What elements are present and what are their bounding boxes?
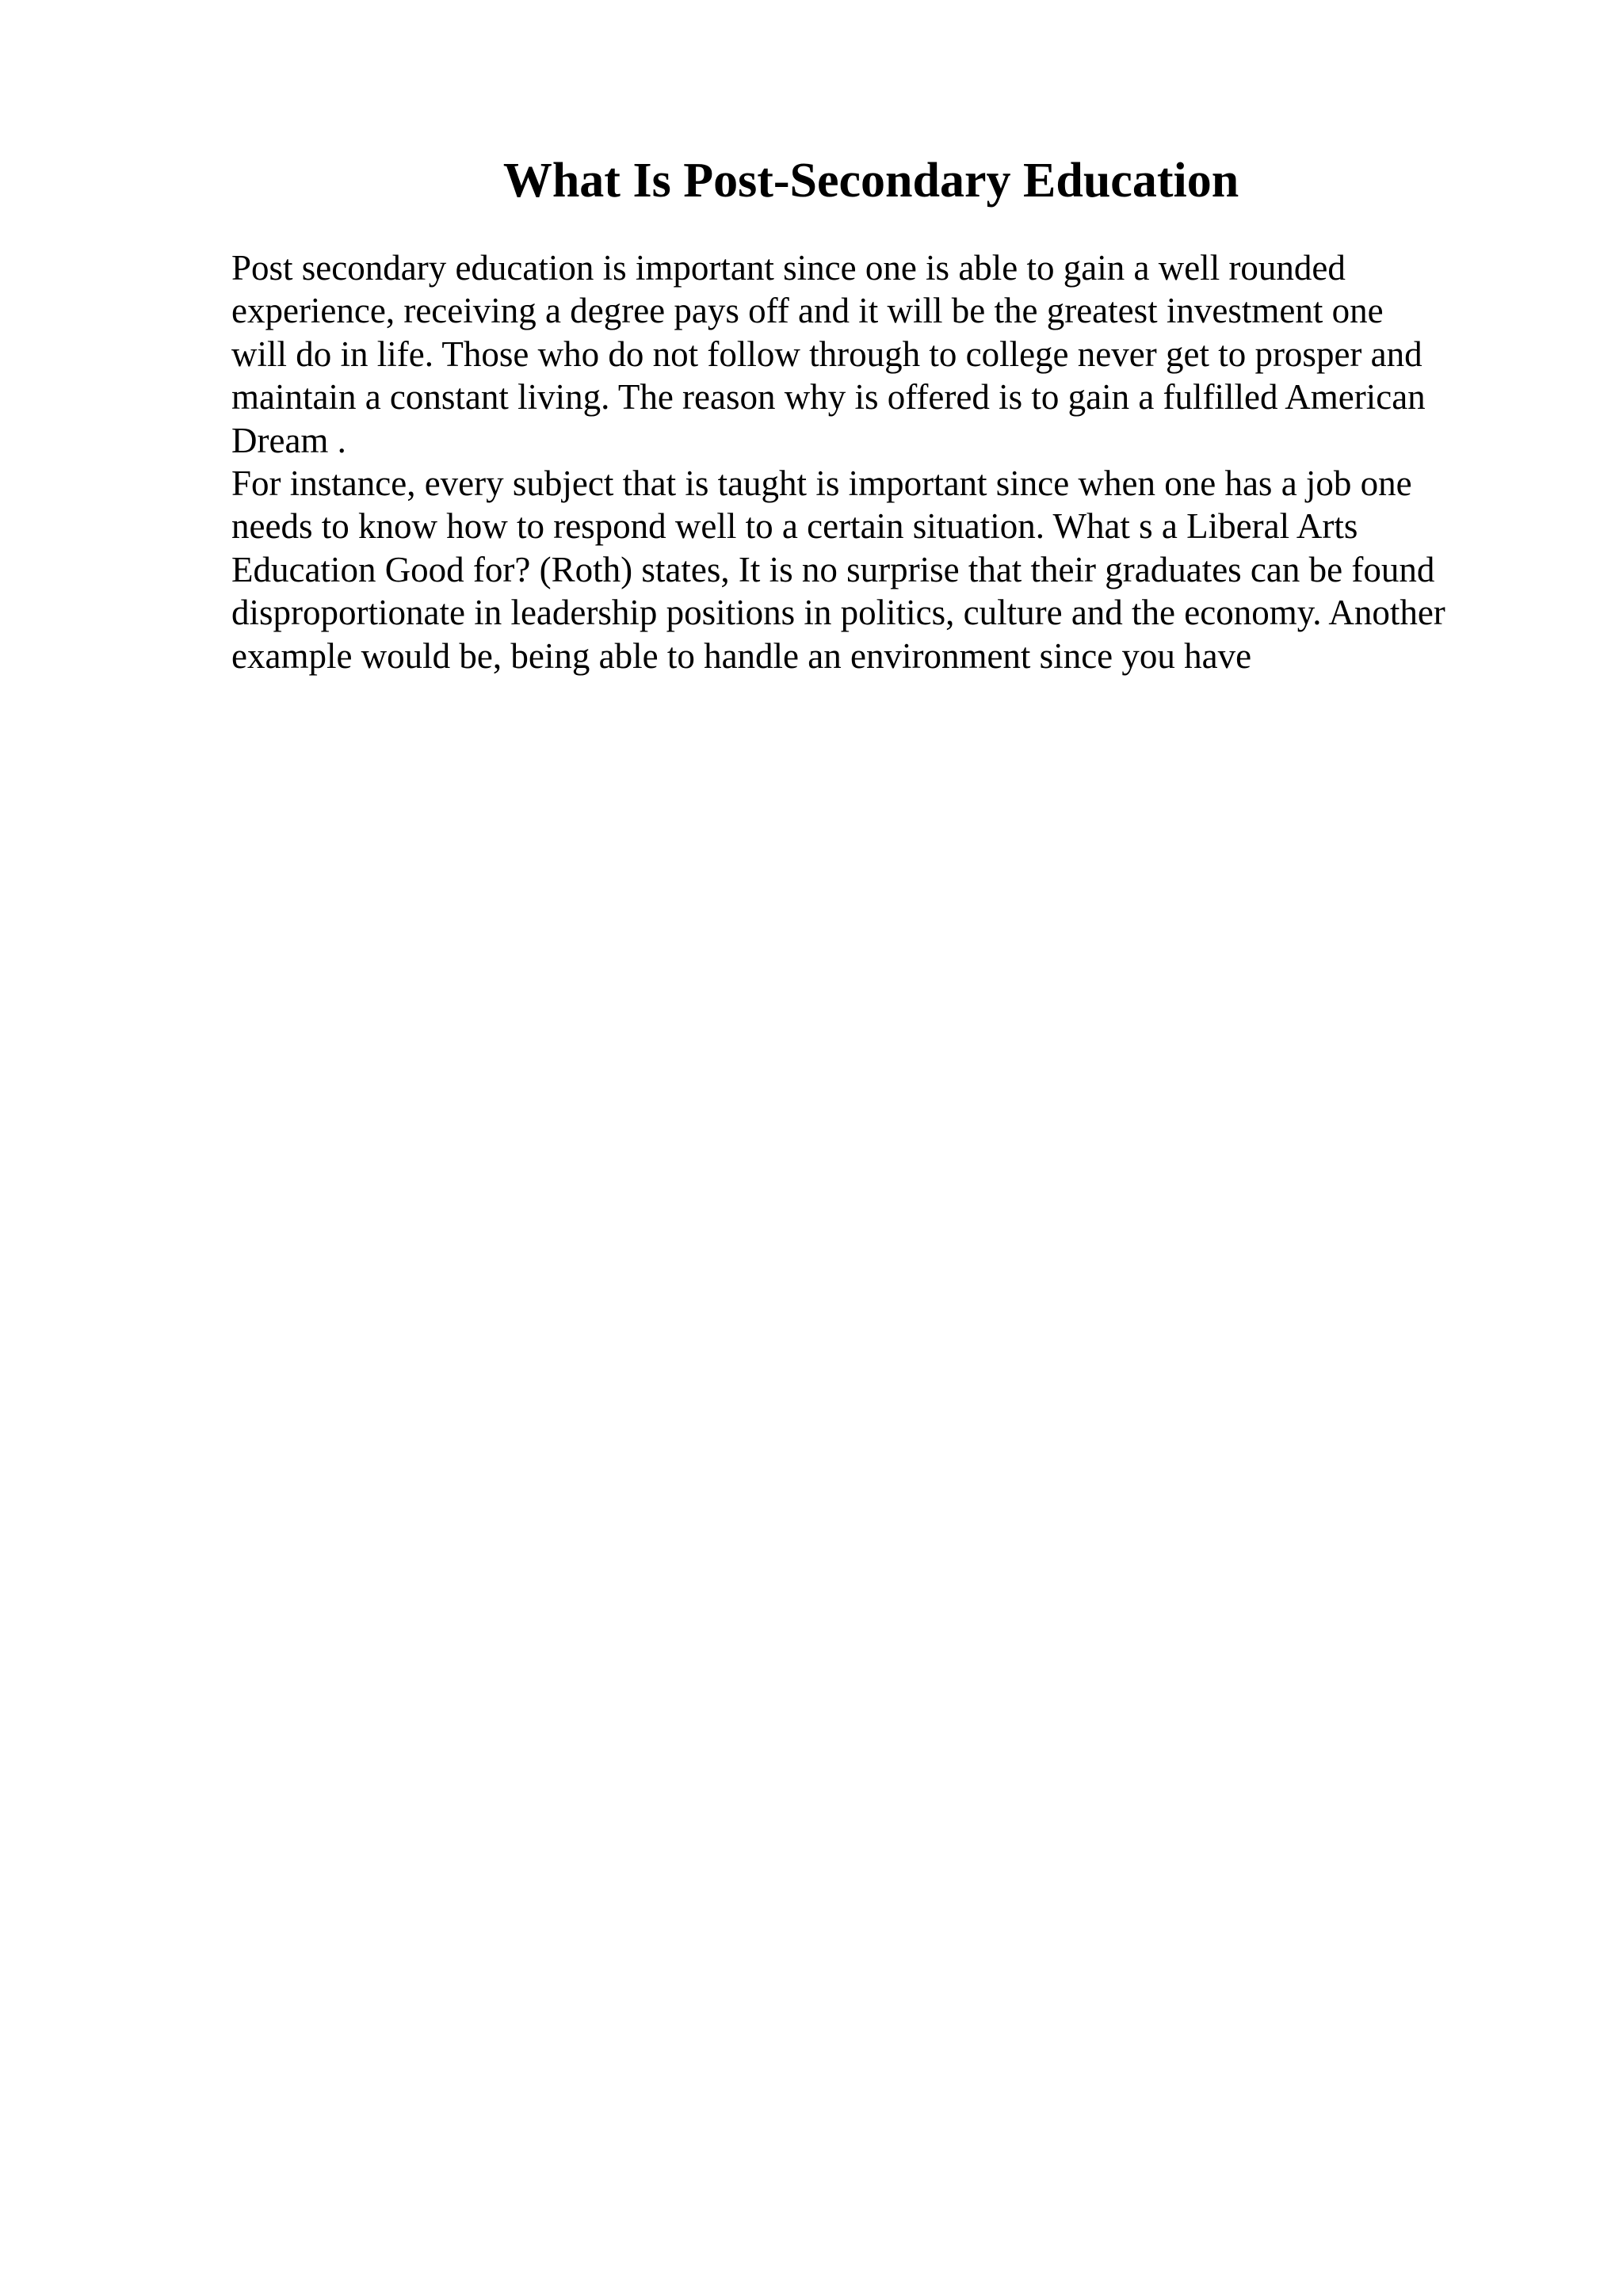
body-line: Post secondary education is important since one is able to gain a well rounded xyxy=(231,248,1346,288)
document-title: What Is Post-Secondary Education xyxy=(502,154,1239,208)
body-line: disproportionate in leadership positions in politics, culture and the economy. Another xyxy=(231,593,1445,633)
body-line: needs to know how to respond well to a certain situation. What s a Liberal Arts xyxy=(231,506,1358,547)
document-body xyxy=(231,246,1594,677)
body-line: example would be, being able to handle an environment since you have xyxy=(231,635,1252,676)
body-line: experience, receiving a degree pays off and it will be the greatest investment one xyxy=(231,291,1384,331)
body-line: Dream . xyxy=(231,420,346,460)
body-line: Education Good for? (Roth) states, It is no surprise that their graduates can be found xyxy=(231,549,1435,589)
body-line: maintain a constant living. The reason why is offered is to gain a fulfilled American xyxy=(231,377,1426,418)
body-line: will do in life. Those who do not follow through to college never get to prosper and xyxy=(231,334,1423,374)
body-line: For instance, every subject that is taught is important since when one has a job one xyxy=(231,463,1412,504)
